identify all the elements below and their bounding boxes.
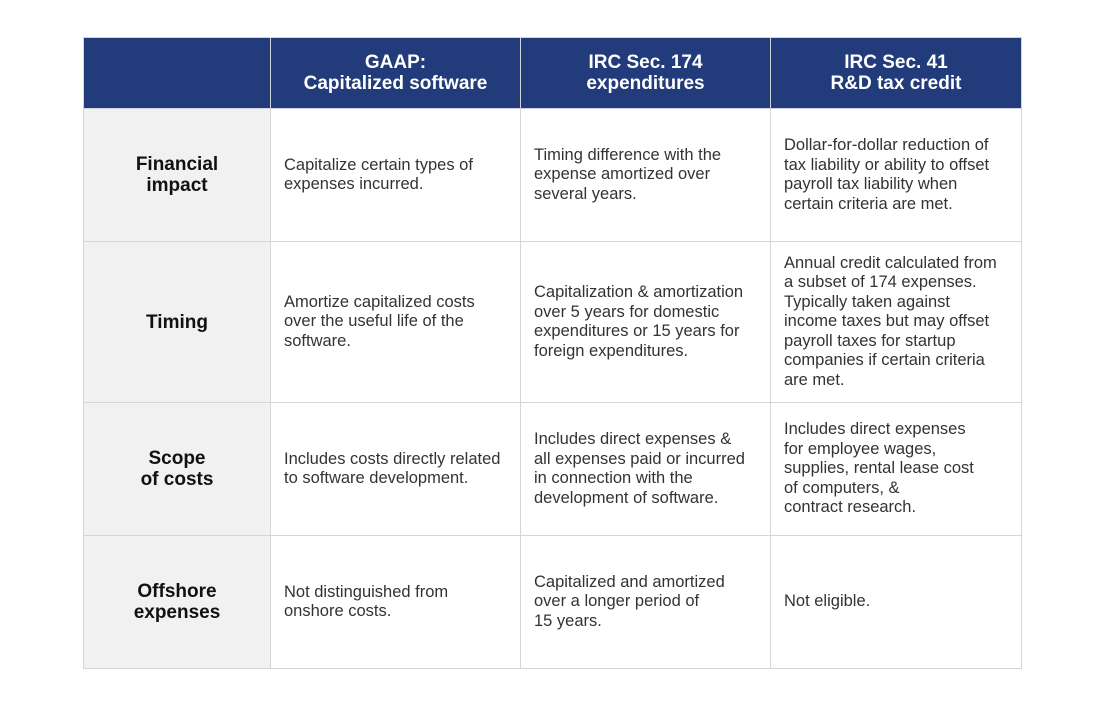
table-row-scope-of-costs <box>84 403 1022 536</box>
row-label-offshore-expenses: Offshore expenses <box>84 536 271 669</box>
row-label-timing: Timing <box>84 242 271 403</box>
cell-scope-sec-41 <box>771 403 1022 536</box>
cell-scope-gaap <box>271 403 521 536</box>
table-row-offshore-expenses <box>84 536 1022 669</box>
table-row-timing <box>84 242 1022 403</box>
cell-offshore-sec-41 <box>771 536 1022 669</box>
cell-text: Not distinguished from onshore costs. <box>284 582 449 620</box>
cell-text: Includes direct expenses for employee wages, supplies, rental lease cost of computers, & contract research. <box>784 420 974 517</box>
cell-timing-sec-41 <box>771 242 1022 403</box>
header-row <box>84 38 1022 109</box>
cell-scope-sec-174 <box>521 403 771 536</box>
cell-text: Includes costs directly related to software development. <box>284 449 501 487</box>
cell-text: Capitalization & amortization over 5 years for domestic expenditures or 15 years for foreign expenditures. <box>534 283 744 360</box>
row-label-financial-impact: Financial impact <box>84 109 271 242</box>
header-sec-174: IRC Sec. 174 expenditures <box>521 38 771 109</box>
header-sec-41: IRC Sec. 41 R&D tax credit <box>771 38 1022 109</box>
cell-timing-sec-174 <box>521 242 771 403</box>
cell-text: Capitalize certain types of expenses incurred. <box>284 155 473 193</box>
cell-offshore-gaap <box>271 536 521 669</box>
cell-text: Not eligible. <box>784 592 871 611</box>
header-corner-cell <box>84 38 271 109</box>
cell-financial-impact-sec-41 <box>771 109 1022 242</box>
header-gaap: GAAP: Capitalized software <box>271 38 521 109</box>
cell-financial-impact-sec-174 <box>521 109 771 242</box>
row-label-scope-of-costs: Scope of costs <box>84 403 271 536</box>
cell-offshore-sec-174 <box>521 536 771 669</box>
cell-text: Capitalized and amortized over a longer period of 15 years. <box>534 572 725 630</box>
table-row-financial-impact <box>84 109 1022 242</box>
cell-text: Amortize capitalized costs over the useful life of the software. <box>284 292 475 350</box>
cell-text: Includes direct expenses & all expenses paid or incurred in connection with the development of software. <box>534 430 745 507</box>
cell-text: Annual credit calculated from a subset of 174 expenses. Typically taken against income taxes but may offset payroll taxes for startup companies if certain criteria are met. <box>784 253 997 389</box>
cell-financial-impact-gaap <box>271 109 521 242</box>
cell-timing-gaap <box>271 242 521 403</box>
comparison-table <box>83 37 1022 669</box>
comparison-table-container <box>83 37 1021 669</box>
cell-text: Timing difference with the expense amortized over several years. <box>534 145 722 203</box>
cell-text: Dollar-for-dollar reduction of tax liability or ability to offset payroll tax liability when certain criteria are met. <box>784 136 990 213</box>
